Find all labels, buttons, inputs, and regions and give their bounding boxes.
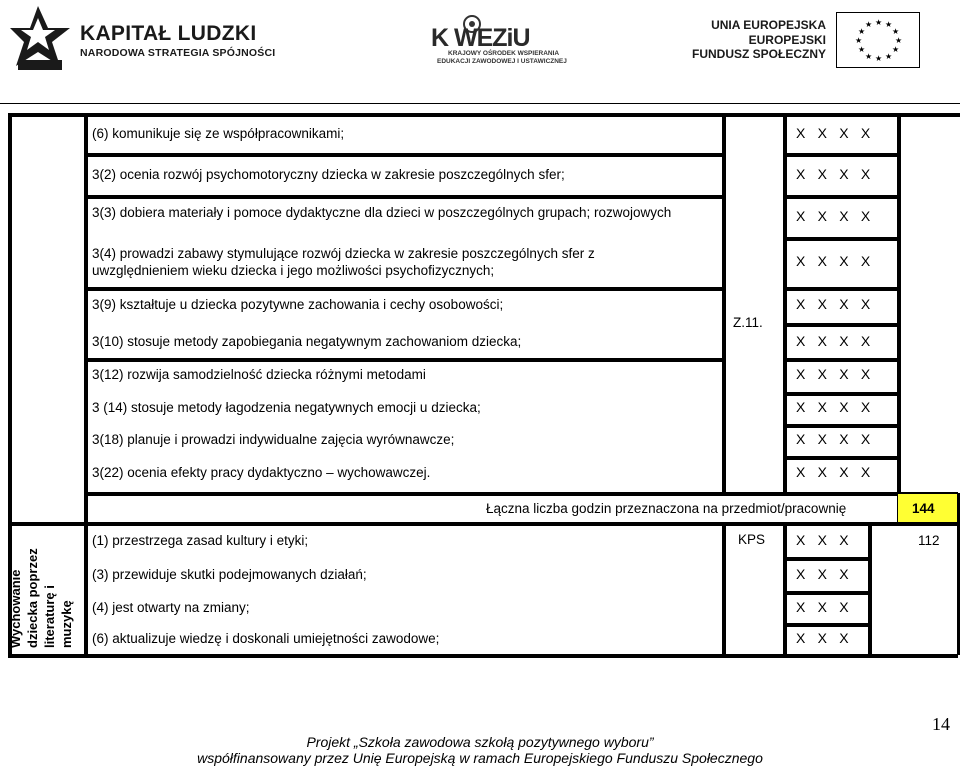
row-line-s2-3 xyxy=(784,623,869,627)
eu-line-1: UNIA EUROPEJSKA xyxy=(711,18,826,32)
total-hours-value: 144 xyxy=(912,501,935,516)
row-text-5: 3(9) kształtuje u dziecka pozytywne zachowania i cechy osobowości; xyxy=(92,297,504,312)
koweziu-subtitle-2: EDUKACJI ZAWODOWEJ I USTAWICZNEJ xyxy=(437,58,567,65)
row-line-9x xyxy=(784,456,898,460)
kapital-ludzki-logo-icon xyxy=(8,4,74,72)
header-divider xyxy=(0,103,960,104)
row-line-3x xyxy=(784,237,898,241)
s2-row-marks-1: X X X xyxy=(796,532,849,548)
row-text-10: 3(22) ocenia efekty pracy dydaktyczno – wychowawczej. xyxy=(92,465,431,480)
row-text-7: 3(12) rozwija samodzielność dziecka różnymi metodami xyxy=(92,367,426,382)
row-line-s2-2 xyxy=(784,591,869,595)
footer-project-line: Projekt „Szkoła zawodowa szkołą pozytywnego wyboru” xyxy=(306,734,654,750)
row-text-4: 3(4) prowadzi zabawy stymulujące rozwój dziecka w zakresie poszczególnych sfer z uwzględnieniem wieku dziecka i jego możliwości psychofizycznych; xyxy=(92,246,595,278)
row-line-2 xyxy=(84,195,723,199)
col-line-2 xyxy=(722,113,726,493)
row-marks-5: X X X X xyxy=(796,296,871,312)
row-text-3: 3(3) dobiera materiały i pomoce dydaktyczne dla dzieci w poszczególnych grupach; rozwojowych xyxy=(92,205,672,220)
row-marks-4: X X X X xyxy=(796,253,871,269)
row-marks-8: X X X X xyxy=(796,399,871,415)
row-line-1 xyxy=(84,153,723,157)
row-marks-9: X X X X xyxy=(796,431,871,447)
eu-logo-text xyxy=(692,18,826,62)
col-line-4 xyxy=(897,113,901,493)
page-number: 14 xyxy=(932,714,950,734)
row-marks-10: X X X X xyxy=(796,464,871,480)
s2-row-text-3: (4) jest otwarty na zmiany; xyxy=(92,600,250,615)
row-marks-3: X X X X xyxy=(796,208,871,224)
row-text-1: (6) komunikuje się ze współpracownikami; xyxy=(92,126,345,141)
s2-hours: 112 xyxy=(918,533,940,548)
s2-row-marks-3: X X X xyxy=(796,599,849,615)
eu-line-2: EUROPEJSKI xyxy=(748,32,826,47)
row-line-6x xyxy=(784,358,898,362)
col-line-3 xyxy=(783,113,787,493)
eu-flag-icon: ★ ★ ★ ★ ★ ★ ★ ★ ★ ★ ★ ★ xyxy=(836,12,920,68)
col-line-4b xyxy=(868,522,872,655)
row-marks-2: X X X X xyxy=(796,166,871,182)
page-header xyxy=(0,0,960,104)
s2-row-marks-2: X X X xyxy=(796,566,849,582)
koweziu-name: K WEZiU xyxy=(431,24,530,52)
footer-funding-line: współfinansowany przez Unię Europejską w ramach Europejskiego Funduszu Społecznego xyxy=(197,750,763,766)
s2-row-text-2: (3) przewiduje skutki podejmowanych działań; xyxy=(92,567,367,582)
row-line-2x xyxy=(784,195,898,199)
row-line-total xyxy=(8,522,958,526)
s2-row-text-1: (1) przestrzega zasad kultury i etyki; xyxy=(92,533,309,548)
s2-row-marks-4: X X X xyxy=(796,630,849,646)
row-line-8x xyxy=(784,424,898,428)
row-line-5x xyxy=(784,323,898,327)
table-border-top xyxy=(8,113,960,117)
row-marks-6: X X X X xyxy=(796,333,871,349)
row-marks-7: X X X X xyxy=(796,366,871,382)
row-line-4 xyxy=(84,287,723,291)
section2-label-line-3: literaturę i xyxy=(42,585,57,648)
row-line-6 xyxy=(84,358,723,362)
section2-label-line-1: Wychowanie xyxy=(8,569,23,648)
s2-ref-code: KPS xyxy=(738,532,766,547)
row-text-6: 3(10) stosuje metody zapobiegania negatywnym zachowaniom dziecka; xyxy=(92,334,522,349)
s2-row-text-4: (6) aktualizuje wiedzę i doskonali umiejętności zawodowe; xyxy=(92,631,440,646)
row-line-s2-1 xyxy=(784,557,869,561)
kapital-ludzki-title: KAPITAŁ LUDZKI xyxy=(80,22,257,45)
kapital-ludzki-subtitle: NARODOWA STRATEGIA SPÓJNOŚCI xyxy=(80,47,276,59)
koweziu-subtitle-1: KRAJOWY OŚRODEK WSPIERANIA xyxy=(448,50,560,57)
row-text-8: 3 (14) stosuje metody łagodzenia negatywnych emocji u dziecka; xyxy=(92,400,481,415)
row-text-2: 3(2) ocenia rozwój psychomotoryczny dziecka w zakresie poszczególnych sfer; xyxy=(92,167,565,182)
ref-code: Z.11. xyxy=(733,315,763,330)
row-line-10 xyxy=(84,492,958,496)
section2-label-line-2: dziecka poprzez xyxy=(25,548,40,648)
total-hours-label: Łączna liczba godzin przeznaczona na przedmiot/pracownię xyxy=(486,501,847,516)
col-line-2b xyxy=(722,522,726,655)
row-line-1x xyxy=(784,153,898,157)
row-marks-1: X X X X xyxy=(796,125,871,141)
eu-line-3: FUNDUSZ SPOŁECZNY xyxy=(691,47,826,61)
section2-label-line-4: muzykę xyxy=(59,600,74,648)
table-border-bottom xyxy=(8,654,958,658)
row-text-9: 3(18) planuje i prowadzi indywidualne zajęcia wyrównawcze; xyxy=(92,432,455,447)
row-line-4x xyxy=(784,287,898,291)
col-line-3b xyxy=(783,522,787,655)
section2-label xyxy=(8,536,78,648)
row-line-7x xyxy=(784,392,898,396)
